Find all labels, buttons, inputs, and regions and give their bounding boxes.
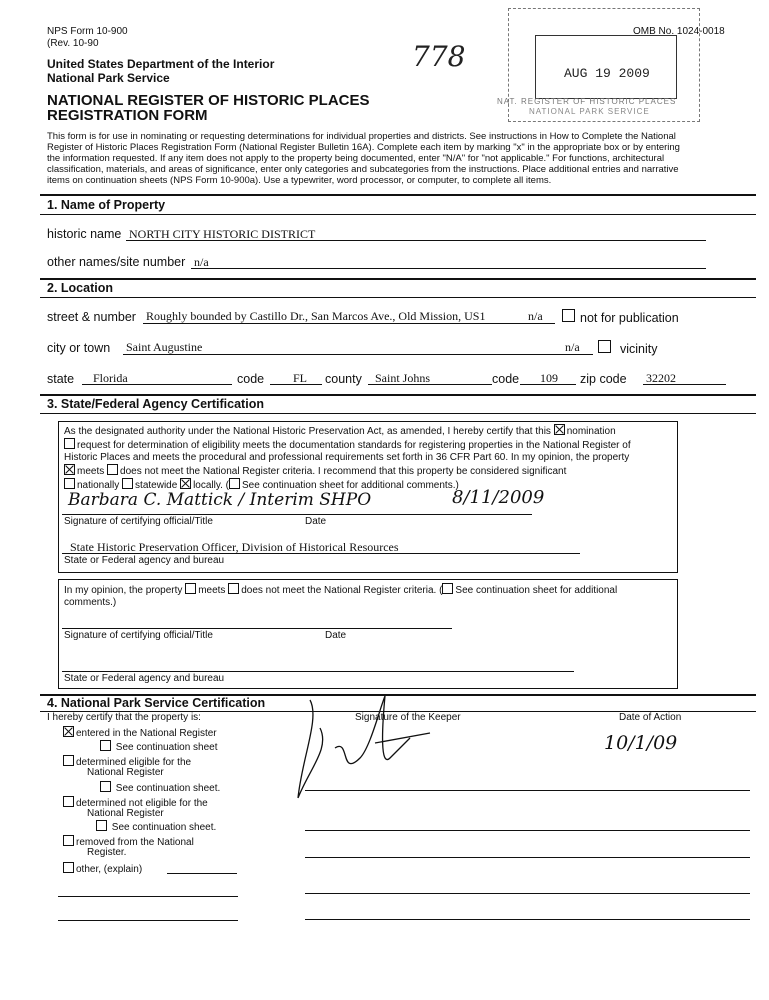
street-value[interactable]: Roughly bounded by Castillo Dr., San Marcos Ave., Old Mission, US1 <box>146 309 486 323</box>
meets-checkbox[interactable] <box>64 464 75 475</box>
keeper-line <box>305 919 750 920</box>
city-value[interactable]: Saint Augustine <box>126 340 203 354</box>
does-not-meet-checkbox[interactable] <box>107 464 118 475</box>
state-label: state <box>47 372 75 386</box>
continuation-checkbox[interactable] <box>229 478 240 489</box>
explain-line <box>58 896 238 897</box>
field-line <box>126 240 706 241</box>
removed-option[interactable]: removed from the National <box>63 835 194 848</box>
date-of-action-label: Date of Action <box>619 712 682 723</box>
historic-name-value[interactable]: NORTH CITY HISTORIC DISTRICT <box>129 227 316 241</box>
county-code-label: code <box>492 372 520 386</box>
determined-eligible-option[interactable]: determined eligible for the <box>63 755 191 768</box>
section-3-heading: 3. State/Federal Agency Certification <box>47 397 264 411</box>
keeper-line <box>305 893 750 894</box>
stamp-date: AUG 19 2009 <box>564 66 650 81</box>
statewide-checkbox[interactable] <box>122 478 133 489</box>
section-divider <box>40 194 756 196</box>
explain-line <box>58 920 238 921</box>
field-line <box>270 384 322 385</box>
entered-option[interactable]: entered in the National Register <box>63 726 217 739</box>
section-4-heading: 4. National Park Service Certification <box>47 696 266 710</box>
other-option[interactable]: other, (explain) <box>63 862 142 875</box>
stamp-text: NAT. REGISTER OF HISTORIC PLACES <box>497 97 677 106</box>
entered-continuation[interactable]: See continuation sheet <box>100 740 218 753</box>
field-line <box>82 384 232 385</box>
vicinity-checkbox[interactable] <box>598 339 613 357</box>
opinion-text: In my opinion, the property meets does not meet the National Register criteria. ( See continuation sheet for additional comments.) <box>64 585 618 608</box>
determined-not-eligible-option[interactable]: determined not eligible for the <box>63 796 208 809</box>
county-value[interactable]: Saint Johns <box>375 371 431 385</box>
date-label: Date <box>305 516 327 527</box>
agency-label-2: State or Federal agency and bureau <box>64 673 225 684</box>
street-na: n/a <box>528 309 543 323</box>
date-label-2: Date <box>325 630 347 641</box>
keeper-line <box>305 830 750 831</box>
handwritten-reference-number: 778 <box>412 40 466 73</box>
agency-label: State or Federal agency and bureau <box>64 555 225 566</box>
field-line <box>123 354 593 355</box>
agency-line <box>62 671 574 672</box>
county-label: county <box>325 372 362 386</box>
divider <box>40 297 756 298</box>
section-divider <box>40 278 756 280</box>
certify-statement: I hereby certify that the property is: <box>47 712 201 723</box>
form-revision: (Rev. 10-90 <box>47 38 99 49</box>
certifying-official-signature: Barbara C. Mattick / Interim SHPO <box>68 490 372 510</box>
agency-value: State Historic Preservation Officer, Division of Historical Resources <box>70 540 399 554</box>
omb-number: OMB No. 1024-0018 <box>633 26 725 37</box>
zip-label: zip code <box>580 372 627 386</box>
not-for-publication-checkbox[interactable] <box>562 308 577 326</box>
vicinity-label: vicinity <box>620 342 658 356</box>
opinion-not-meet-checkbox[interactable] <box>228 583 239 594</box>
not-for-publication-label: not for publication <box>580 311 679 325</box>
state-certification-text: As the designated authority under the National Historic Preservation Act, as amended, I hereby certify that this nomination request for determination of eligibility meets the documentation standards for registering properties in the National Register of Historic Places and meets the procedural and professional requirements set forth in 36 CFR Part 60. In my opinion, the property meets does not meet the National Register criteria. I recommend that this property be considered significant nationally statewide locally. ( See continuation sheet for additional comments.) <box>64 426 631 491</box>
opinion-meets-checkbox[interactable] <box>185 583 196 594</box>
received-stamp <box>497 8 700 122</box>
opinion-continuation-checkbox[interactable] <box>442 583 453 594</box>
signature-line <box>62 628 452 629</box>
keeper-line <box>305 790 750 791</box>
state-value[interactable]: Florida <box>93 371 128 385</box>
intro-instructions: This form is for use in nominating or requesting determinations for individual properties and districts. See instructions in How to Complete the National Register of Historic Places Registration Form (National Register Bulletin 16A). Complete each item by marking "x" in the appropriate box or by entering the information requested. If any item does not apply to the property being documented, enter "N/A" for "not applicable." For functions, architectural classification, materials, and areas of significance, enter only categories and subcategories from the instructions. Place additional entries and narrative items on continuation sheets (NPS Form 10-900a). Use a typewriter, word processor, or computer, to complete all items. <box>47 131 680 186</box>
city-na: n/a <box>565 340 580 354</box>
agency-name: National Park Service <box>47 71 170 85</box>
city-label: city or town <box>47 341 111 355</box>
date-of-action-value: 10/1/09 <box>604 732 678 754</box>
agency-line <box>62 553 580 554</box>
state-code-value[interactable]: FL <box>293 371 308 385</box>
field-line <box>520 384 576 385</box>
divider <box>40 413 756 414</box>
request-determination-checkbox[interactable] <box>64 438 75 449</box>
historic-name-label: historic name <box>47 227 122 241</box>
section-2-heading: 2. Location <box>47 281 113 295</box>
department: United States Department of the Interior <box>47 57 275 71</box>
form-title: NATIONAL REGISTER OF HISTORIC PLACES <box>47 92 370 109</box>
removed-line2: Register. <box>87 847 127 858</box>
form-number: NPS Form 10-900 <box>47 26 128 37</box>
field-line <box>368 384 492 385</box>
nationally-checkbox[interactable] <box>64 478 75 489</box>
signature-label-2: Signature of certifying official/Title <box>64 630 213 641</box>
signature-label: Signature of certifying official/Title <box>64 516 213 527</box>
field-line <box>143 323 555 324</box>
not-eligible-continuation[interactable]: See continuation sheet. <box>96 820 216 833</box>
keeper-line <box>305 857 750 858</box>
determined-not-eligible-line2: National Register <box>87 808 164 819</box>
county-code-value[interactable]: 109 <box>540 371 558 385</box>
signature-line <box>62 514 532 515</box>
section-1-heading: 1. Name of Property <box>47 198 166 212</box>
field-line <box>643 384 726 385</box>
certification-date: 8/11/2009 <box>452 487 545 508</box>
nomination-checkbox[interactable] <box>554 424 565 435</box>
state-code-label: code <box>237 372 265 386</box>
form-subtitle: REGISTRATION FORM <box>47 107 208 124</box>
zip-value[interactable]: 32202 <box>646 371 676 385</box>
field-line <box>191 268 706 269</box>
keeper-label: Signature of the Keeper <box>355 712 461 723</box>
locally-checkbox[interactable] <box>180 478 191 489</box>
eligible-continuation[interactable]: See continuation sheet. <box>100 781 220 794</box>
section-divider <box>40 394 756 396</box>
other-names-value[interactable]: n/a <box>194 255 209 269</box>
stamp-text-2: NATIONAL PARK SERVICE <box>529 107 650 116</box>
determined-eligible-line2: National Register <box>87 767 164 778</box>
divider <box>40 214 756 215</box>
street-label: street & number <box>47 310 136 324</box>
other-names-label: other names/site number <box>47 255 186 269</box>
explain-line <box>167 873 237 874</box>
